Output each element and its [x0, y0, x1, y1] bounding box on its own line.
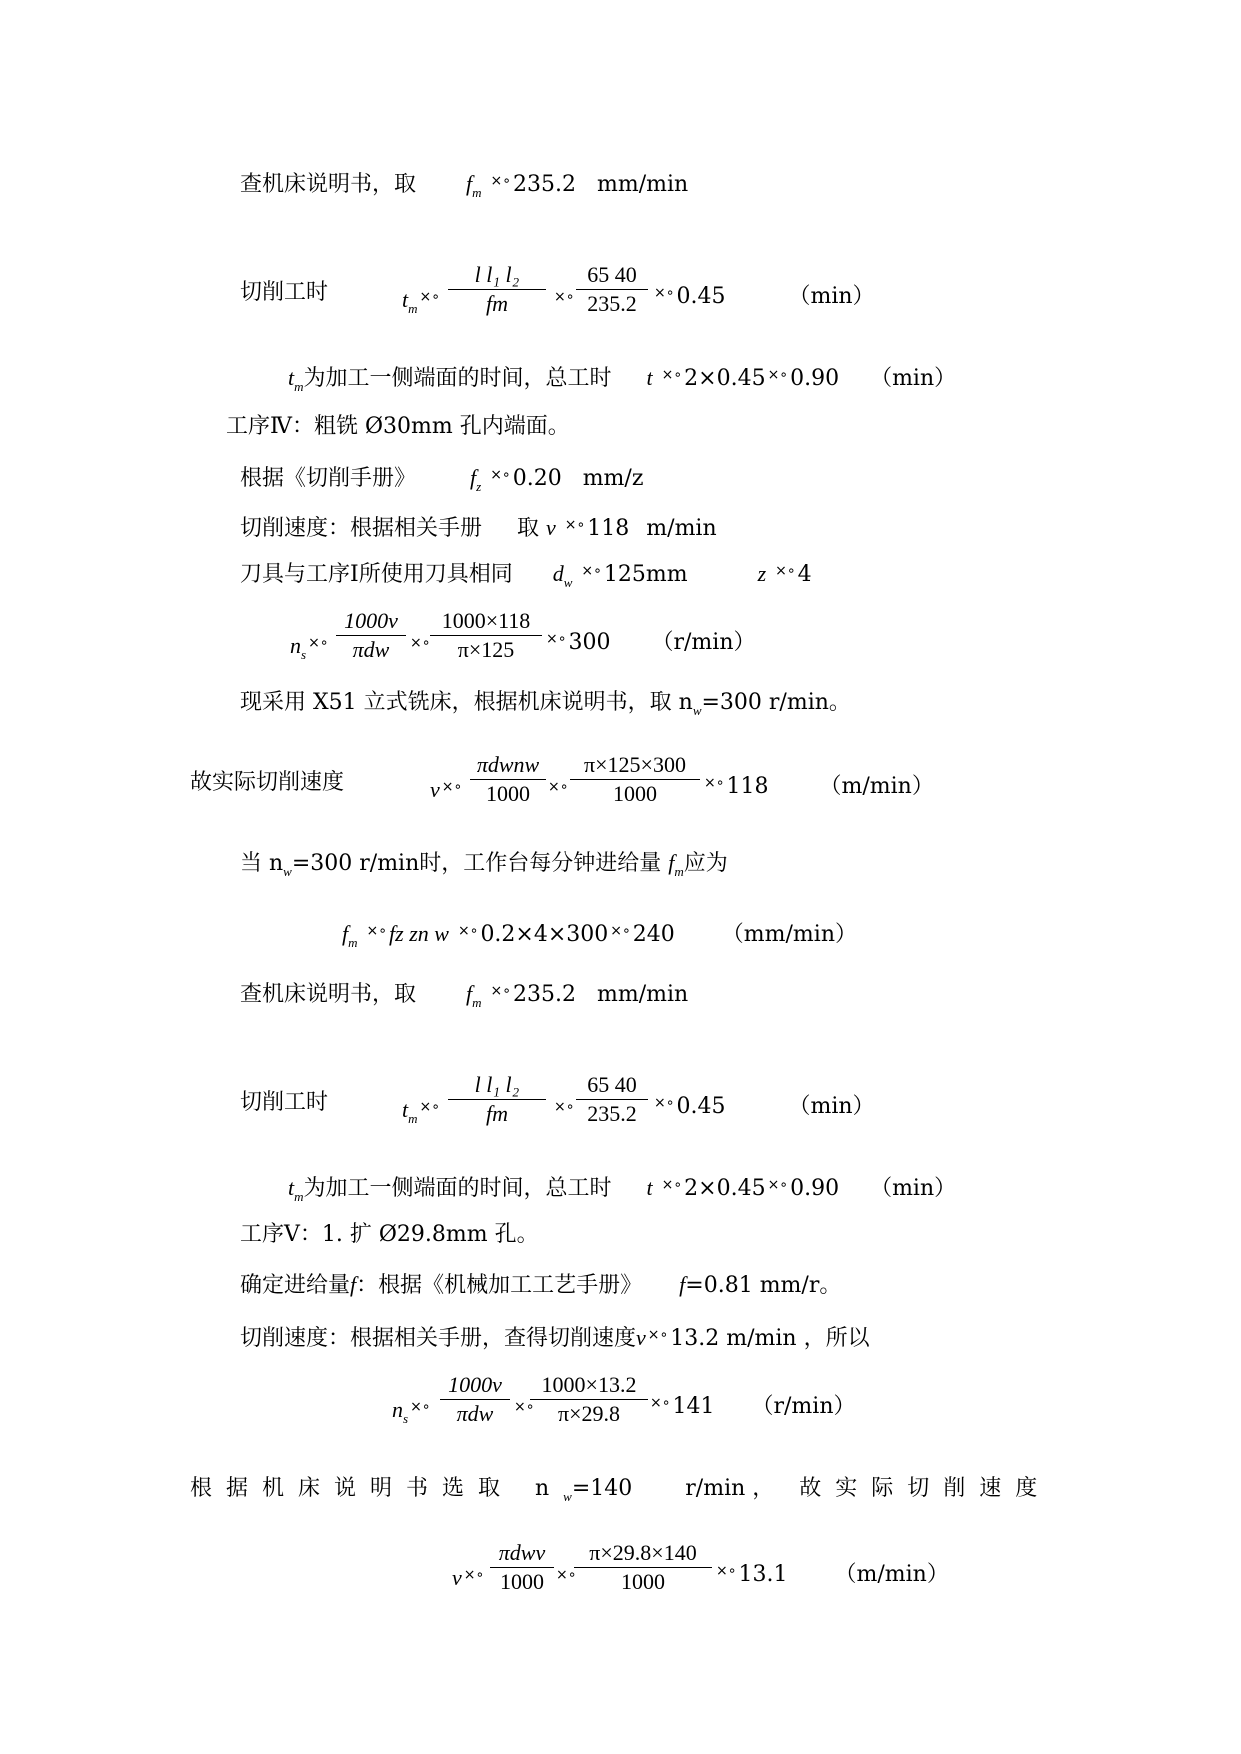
fraction	[576, 262, 648, 317]
equals-symbol: ×∘	[556, 1567, 577, 1583]
equals-symbol: ×∘	[704, 775, 725, 791]
text-line	[240, 512, 717, 542]
section-heading	[240, 1222, 539, 1248]
text-line	[240, 1272, 841, 1299]
variable-d: d	[552, 561, 564, 586]
unit: m/min	[646, 516, 717, 541]
numerator: π×125×300	[584, 752, 686, 777]
subscript: m	[348, 935, 358, 950]
value: 235.2	[513, 982, 577, 1007]
text: 根据机床说明书选取 n	[190, 1476, 564, 1501]
unit: （r/min）	[751, 1394, 856, 1419]
expression: 2×0.45	[684, 366, 766, 391]
text-line	[240, 1090, 328, 1116]
value: 141	[672, 1394, 715, 1419]
unit: mm/min	[597, 982, 689, 1007]
subscript: m	[472, 185, 482, 200]
numerator: πdwv	[498, 1540, 546, 1565]
value: =0.81 mm/r。	[685, 1273, 842, 1298]
equals-symbol: ×∘	[775, 563, 796, 579]
text-line	[240, 558, 812, 596]
subscript: w	[563, 575, 573, 590]
equals-symbol: ×∘	[716, 1563, 737, 1579]
denominator: 235.2	[587, 291, 637, 316]
equals-symbol: ×∘	[654, 1095, 675, 1111]
subscript: s	[403, 1411, 409, 1426]
section-heading	[226, 414, 570, 440]
subscript: s	[301, 647, 307, 662]
equals-symbol: ×∘	[419, 289, 441, 305]
denominator: π×125	[457, 637, 515, 662]
subscript: m	[294, 379, 304, 394]
denominator: 1000	[613, 781, 657, 806]
variable-t: t	[402, 1097, 409, 1122]
text: =140	[571, 1476, 633, 1501]
denominator: πdw	[456, 1401, 494, 1426]
expression: fz zn w	[389, 921, 449, 946]
unit: r/min ，	[685, 1476, 775, 1501]
fraction	[570, 752, 700, 807]
numerator: 65 40	[587, 262, 637, 287]
unit: （min）	[870, 366, 957, 391]
fraction	[530, 1372, 648, 1427]
subscript: m	[472, 995, 482, 1010]
value: 118	[726, 774, 769, 799]
variable-f: f	[668, 850, 675, 875]
text: 当 n	[240, 851, 284, 876]
numerator: 1000v	[344, 608, 398, 633]
variable-t: t	[646, 365, 653, 390]
result	[648, 1390, 856, 1420]
fraction	[490, 1540, 554, 1595]
subscript: m	[294, 1189, 304, 1204]
text: 查机床说明书，取	[240, 172, 417, 197]
equals-symbol: ×∘	[554, 1099, 575, 1115]
value: 0.90	[790, 1176, 840, 1201]
text: 应为	[683, 851, 728, 876]
unit: （min）	[788, 284, 875, 309]
unit: （mm/min）	[721, 922, 857, 947]
text: 刀具与工序Ⅰ所使用刀具相同	[240, 562, 513, 587]
unit: （m/min）	[819, 774, 934, 799]
formula	[402, 1094, 442, 1132]
formula	[342, 918, 857, 956]
text: 现采用 X51 立式铣床，根据机床说明书，取 n	[240, 690, 693, 715]
denominator: πdw	[352, 637, 390, 662]
subscript: w	[283, 864, 292, 879]
equals-symbol: ×∘	[546, 631, 567, 647]
equals-symbol: ×∘	[410, 1399, 431, 1415]
value: 300	[568, 630, 611, 655]
equals-symbol: ×∘	[554, 289, 575, 305]
variable-f: f	[466, 171, 473, 196]
value: 0.90	[790, 366, 840, 391]
result	[714, 1558, 949, 1588]
unit: mm/z	[582, 466, 644, 491]
value: 13.1	[738, 1562, 788, 1587]
text-line	[240, 978, 688, 1016]
equals-symbol: ×∘	[767, 1177, 789, 1193]
value: 235.2	[513, 172, 577, 197]
denominator: fm	[486, 1101, 508, 1126]
unit: mm/min	[597, 172, 689, 197]
equals-symbol: ×∘	[661, 367, 683, 383]
text: ：根据《机械加工工艺手册》	[356, 1273, 643, 1298]
equals-symbol: ×∘	[366, 923, 388, 939]
value: 125mm	[603, 562, 688, 587]
equals-symbol: ×∘	[581, 563, 602, 579]
equals-symbol: ×∘	[490, 173, 512, 189]
fraction	[470, 752, 546, 807]
denominator: fm	[486, 291, 508, 316]
unit: （m/min）	[834, 1562, 949, 1587]
text: =300 r/min。	[701, 690, 851, 715]
equals-symbol: ×∘	[610, 923, 631, 939]
variable-v: v	[636, 1325, 646, 1350]
text: 切削工时	[240, 280, 329, 305]
fraction	[448, 1072, 546, 1127]
text: 根据《切削手册》	[240, 466, 417, 491]
fraction	[574, 1540, 712, 1595]
variable-v: v	[430, 777, 440, 802]
text: 工序Ⅴ：1. 扩 Ø29.8mm 孔。	[240, 1222, 539, 1247]
equals-symbol: ×∘	[654, 285, 675, 301]
denominator: 1000	[621, 1569, 665, 1594]
expression: 2×0.45	[684, 1176, 766, 1201]
variable-v: v	[546, 515, 556, 540]
subscript: m	[408, 1111, 418, 1126]
variable-t: t	[402, 287, 409, 312]
fraction	[440, 1372, 510, 1427]
formula	[392, 1394, 433, 1432]
value: 4	[797, 562, 812, 587]
unit: （min）	[870, 1176, 957, 1201]
text-line	[240, 168, 688, 206]
equals-symbol: ×∘	[564, 517, 586, 533]
variable-f: f	[470, 465, 477, 490]
text: 故实际切削速度	[799, 1476, 1052, 1501]
variable-v: v	[452, 1565, 462, 1590]
equals-symbol: ×∘	[650, 1395, 671, 1411]
numerator: πdwnw	[476, 752, 540, 777]
equals-symbol: ×∘	[647, 1327, 669, 1343]
value: 0.45	[676, 284, 726, 309]
text: 为加工一侧端面的时间，总工时	[303, 1176, 612, 1201]
fraction	[336, 608, 406, 663]
denominator: 1000	[486, 781, 530, 806]
variable-t: t	[646, 1175, 653, 1200]
equals-symbol: ×∘	[661, 1177, 683, 1193]
numerator: 65 40	[587, 1072, 637, 1097]
result	[652, 280, 875, 310]
equals-symbol: ×∘	[308, 635, 329, 651]
fraction	[576, 1072, 648, 1127]
equals-symbol: ×∘	[457, 923, 479, 939]
equals-symbol: ×∘	[410, 635, 431, 651]
formula	[402, 284, 442, 322]
denominator: π×29.8	[557, 1401, 620, 1426]
expression: 0.2×4×300	[480, 922, 609, 947]
fraction	[430, 608, 542, 663]
text-line	[288, 1172, 956, 1210]
value: 13.2 m/min ，所以	[670, 1326, 870, 1351]
subscript: m	[674, 864, 684, 879]
text-line	[190, 770, 344, 796]
text: 取	[517, 516, 540, 541]
text: 为加工一侧端面的时间，总工时	[303, 366, 612, 391]
variable-n: n	[392, 1397, 403, 1422]
denominator: 235.2	[587, 1101, 637, 1126]
variable-f: f	[342, 921, 349, 946]
numerator: 1000×118	[441, 608, 531, 633]
value: 118	[587, 516, 630, 541]
text: 查机床说明书，取	[240, 982, 417, 1007]
variable-f: f	[466, 981, 473, 1006]
text-line	[288, 362, 956, 400]
text: 切削工时	[240, 1090, 329, 1115]
result	[544, 626, 756, 656]
equals-symbol: ×∘	[463, 1567, 485, 1583]
formula	[452, 1562, 486, 1592]
variable-z: z	[757, 561, 767, 586]
equals-symbol: ×∘	[490, 983, 512, 999]
denominator: 1000	[500, 1569, 544, 1594]
value: 0.20	[512, 466, 562, 491]
variable-t: t	[288, 365, 295, 390]
subscript: z	[476, 479, 482, 494]
text: =300 r/min时，工作台每分钟进给量	[291, 851, 662, 876]
text-line	[240, 690, 851, 724]
text: 工序Ⅳ：粗铣 Ø30mm 孔内端面。	[226, 414, 570, 439]
equals-symbol: ×∘	[490, 467, 511, 483]
text-line	[240, 850, 728, 885]
equals-symbol: ×∘	[441, 779, 463, 795]
text-line	[190, 1476, 1051, 1510]
fraction	[448, 262, 546, 317]
variable-f: f	[350, 1272, 357, 1297]
value: 240	[632, 922, 675, 947]
text: 确定进给量	[240, 1273, 351, 1298]
unit: （r/min）	[651, 630, 756, 655]
numerator: l l₁ l₂	[474, 262, 520, 287]
equals-symbol: ×∘	[419, 1099, 441, 1115]
numerator: 1000×13.2	[541, 1372, 637, 1397]
formula	[430, 774, 464, 804]
formula	[290, 630, 331, 668]
result	[652, 1090, 875, 1120]
numerator: 1000v	[448, 1372, 502, 1397]
equals-symbol: ×∘	[514, 1399, 535, 1415]
numerator: π×29.8×140	[589, 1540, 697, 1565]
value: 0.45	[676, 1094, 726, 1119]
text-line	[240, 280, 328, 306]
text-line	[240, 462, 643, 500]
unit: （min）	[788, 1094, 875, 1119]
text-line	[240, 1322, 870, 1352]
equals-symbol: ×∘	[767, 367, 789, 383]
text: 故实际切削速度	[190, 770, 345, 795]
text: 切削速度：根据相关手册	[240, 516, 483, 541]
subscript: w	[692, 703, 702, 718]
equals-symbol: ×∘	[548, 779, 569, 795]
variable-n: n	[290, 633, 301, 658]
numerator: l l₁ l₂	[474, 1072, 520, 1097]
subscript: w	[563, 1489, 572, 1504]
subscript: m	[408, 301, 418, 316]
result	[702, 770, 934, 800]
text: 切削速度：根据相关手册，查得切削速度	[240, 1326, 637, 1351]
variable-t: t	[288, 1175, 295, 1200]
variable-f: f	[679, 1272, 686, 1297]
